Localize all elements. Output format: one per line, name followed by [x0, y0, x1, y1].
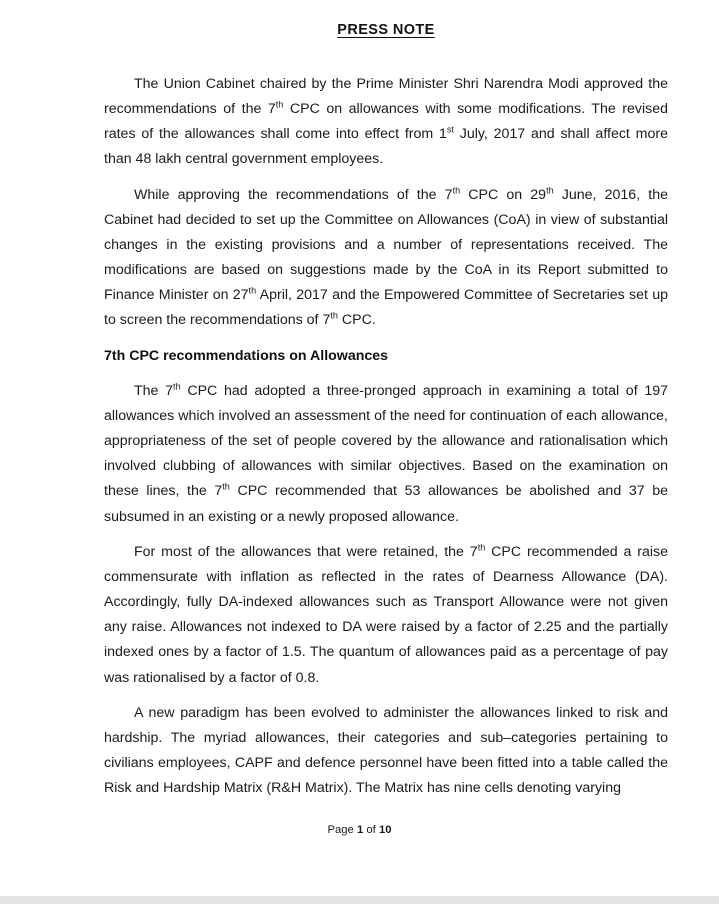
page-title [104, 0, 668, 38]
paragraph-1-part-b: CPC on allowances with some modifications. The revised rates of the allowances shall come into effect from 1 [104, 101, 668, 143]
page-title-text: PRESS NOTE [337, 22, 435, 38]
paragraph-3-part-b: CPC had adopted a three-pronged approach in examining a total of 197 allowances which involved an assessment of the need for continuation of each allowance, appropriateness of the set of people covered by the allowance and rationalisation which involved clubbing of allowances with similar objectives. Based on the examination on these lines, the 7 [104, 383, 669, 500]
ordinal-suffix-th: th [248, 285, 257, 296]
paragraph-4 [104, 540, 668, 691]
paragraph-1-part-a: The Union Cabinet chaired by the Prime Minister Shri Narendra Modi approved the recommendations of the 7 [104, 76, 668, 118]
paragraph-2-part-d: April, 2017 and the Empowered Committee of Secretaries set up to screen the recommendations of 7 [104, 287, 669, 329]
page-footer [0, 824, 719, 836]
paragraph-1-part-c: July, 2017 and shall affect more than 48 lakh central government employees. [104, 126, 668, 168]
paragraph-3-part-a: The 7 [134, 383, 174, 400]
paragraph-2-part-a: While approving the recommendations of the 7 [134, 186, 453, 203]
footer-total-pages: 10 [378, 824, 392, 836]
footer-current-page: 1 [356, 824, 364, 836]
paragraph-2 [104, 183, 668, 334]
section-heading: 7th CPC recommendations on Allowances [104, 347, 389, 364]
title-body-spacer [104, 38, 668, 72]
ordinal-suffix-th: th [330, 310, 338, 321]
paragraph-3-part-c: CPC recommended that 53 allowances be abolished and 37 be subsumed in an existing or a newly proposed allowance. [104, 483, 669, 525]
paragraph-3 [104, 379, 668, 530]
paragraph-2-part-e: CPC. [337, 312, 376, 329]
ordinal-suffix-th: th [477, 542, 486, 553]
paragraph-2-part-c: June, 2016, the Cabinet had decided to set up the Committee on Allowances (CoA) in view of substantial changes in the existing provisions and a number of representations received. The modifications are based on suggestions made by the CoA in its Report submitted to Finance Minister on 27 [104, 186, 669, 304]
paragraph-5 [104, 701, 668, 801]
ordinal-suffix-st: st [446, 124, 454, 135]
paragraph-5-part-a: A new paradigm has been evolved to administer the allowances linked to risk and hardship. The myriad allowances, their categories and sub–categories pertaining to civilians employees, CAPF and defence personnel have been fitted into a table called the Risk and Hardship Matrix (R&H Matrix). The Matrix has nine cells denoting varying [104, 705, 668, 797]
paragraph-4-part-a: For most of the allowances that were retained, the 7 [134, 544, 478, 561]
paragraph-1 [104, 72, 668, 172]
footer-separator: of [363, 824, 379, 836]
page-gap [0, 896, 719, 904]
paragraph-4-part-b: CPC recommended a raise commensurate with inflation as reflected in the rates of Dearness Allowance (DA). Accordingly, fully DA-indexed allowances such as Transport Allowance were not given any raise. Allowances not indexed to DA were raised by a factor of 2.25 and the partially indexed ones by a factor of 1.5. The quantum of allowances paid as a percentage of pay was rationalised by a factor of 0.8. [104, 544, 668, 686]
paragraph-2-part-b: CPC on 29 [460, 186, 547, 203]
ordinal-suffix-th: th [452, 185, 461, 196]
ordinal-suffix-th: th [173, 381, 181, 392]
page-content [104, 0, 668, 812]
ordinal-suffix-th: th [275, 99, 284, 110]
ordinal-suffix-th: th [222, 481, 230, 492]
footer-prefix: Page [327, 824, 357, 836]
ordinal-suffix-th: th [546, 185, 554, 196]
